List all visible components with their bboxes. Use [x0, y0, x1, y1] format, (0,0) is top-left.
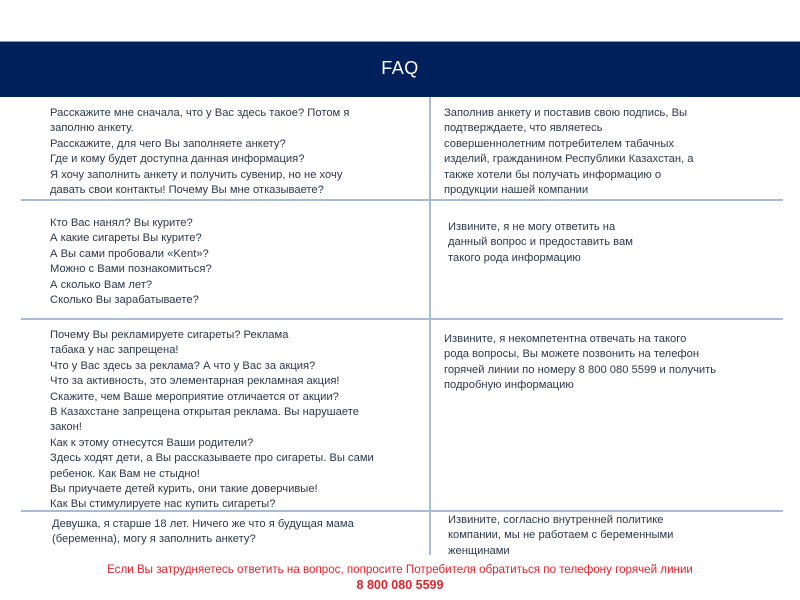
question-cell: Почему Вы рекламируете сигареты? Реклама табака у нас запрещена! Что у Вас здесь за реклама? А что у Вас за акция? Что за активность, это элементарная рекламная акция! Скажите, чем Ваше мероприятие отличается от акции? В Казахстане запрещена открытая реклама. Вы нарушаете закон! Как к этому отнесутся Ваши родители? Здесь ходят дети, а Вы рассказываете про сигареты. Вы сами ребенок. Как Вам не стыдно! Вы приучаете детей курить, они такие доверчивые! Как Вы стимулируете нас купить сигареты? — [50, 329, 374, 511]
hotline-phone: 8 800 080 5599 — [356, 578, 444, 592]
answer-cell: Извините, я не могу ответить на данный вопрос и предоставить вам такого рода информацию — [448, 221, 633, 264]
question-cell: Девушка, я старше 18 лет. Ничего же что я будущая мама (беременна), могу я заполнить анкету? — [52, 518, 354, 546]
row-divider — [21, 199, 783, 201]
question-cell: Расскажите мне сначала, что у Вас здесь такое? Потом я заполню анкету. Расскажите, для чего Вы заполняете анкету? Где и кому будет доступна данная информация? Я хочу заполнить анкету и получить сувенир, но не хочу давать свои контакты! Почему Вы мне отказываете? — [50, 107, 350, 197]
answer-cell: Извините, согласно внутренней политике компании, мы не работаем с беременными женщинами — [448, 514, 674, 557]
hotline-note: Если Вы затрудняетесь ответить на вопрос, попросите Потребителя обратиться по телефону горячей линии — [107, 563, 693, 576]
page-title: FAQ — [381, 58, 419, 78]
header-band — [0, 41, 800, 97]
answer-cell: Извините, я некомпетентна отвечать на такого рода вопросы, Вы можете позвонить на телефон горячей линии по номеру 8 800 080 5599 и получить подробную информацию — [444, 333, 717, 392]
row-divider — [21, 318, 783, 320]
question-cell: Кто Вас нанял? Вы курите? А какие сигареты Вы курите? А Вы сами пробовали «Kent»? Можно с Вами познакомиться? А сколько Вам лет? Сколько Вы зарабатываете? — [50, 217, 212, 307]
answer-cell: Заполнив анкету и поставив свою подпись, Вы подтверждаете, что являетесь совершеннолетним потребителем табачных изделий, гражданином Республики Казахстан, а также хотели бы получать информацию о продукции нашей компании — [444, 107, 694, 197]
